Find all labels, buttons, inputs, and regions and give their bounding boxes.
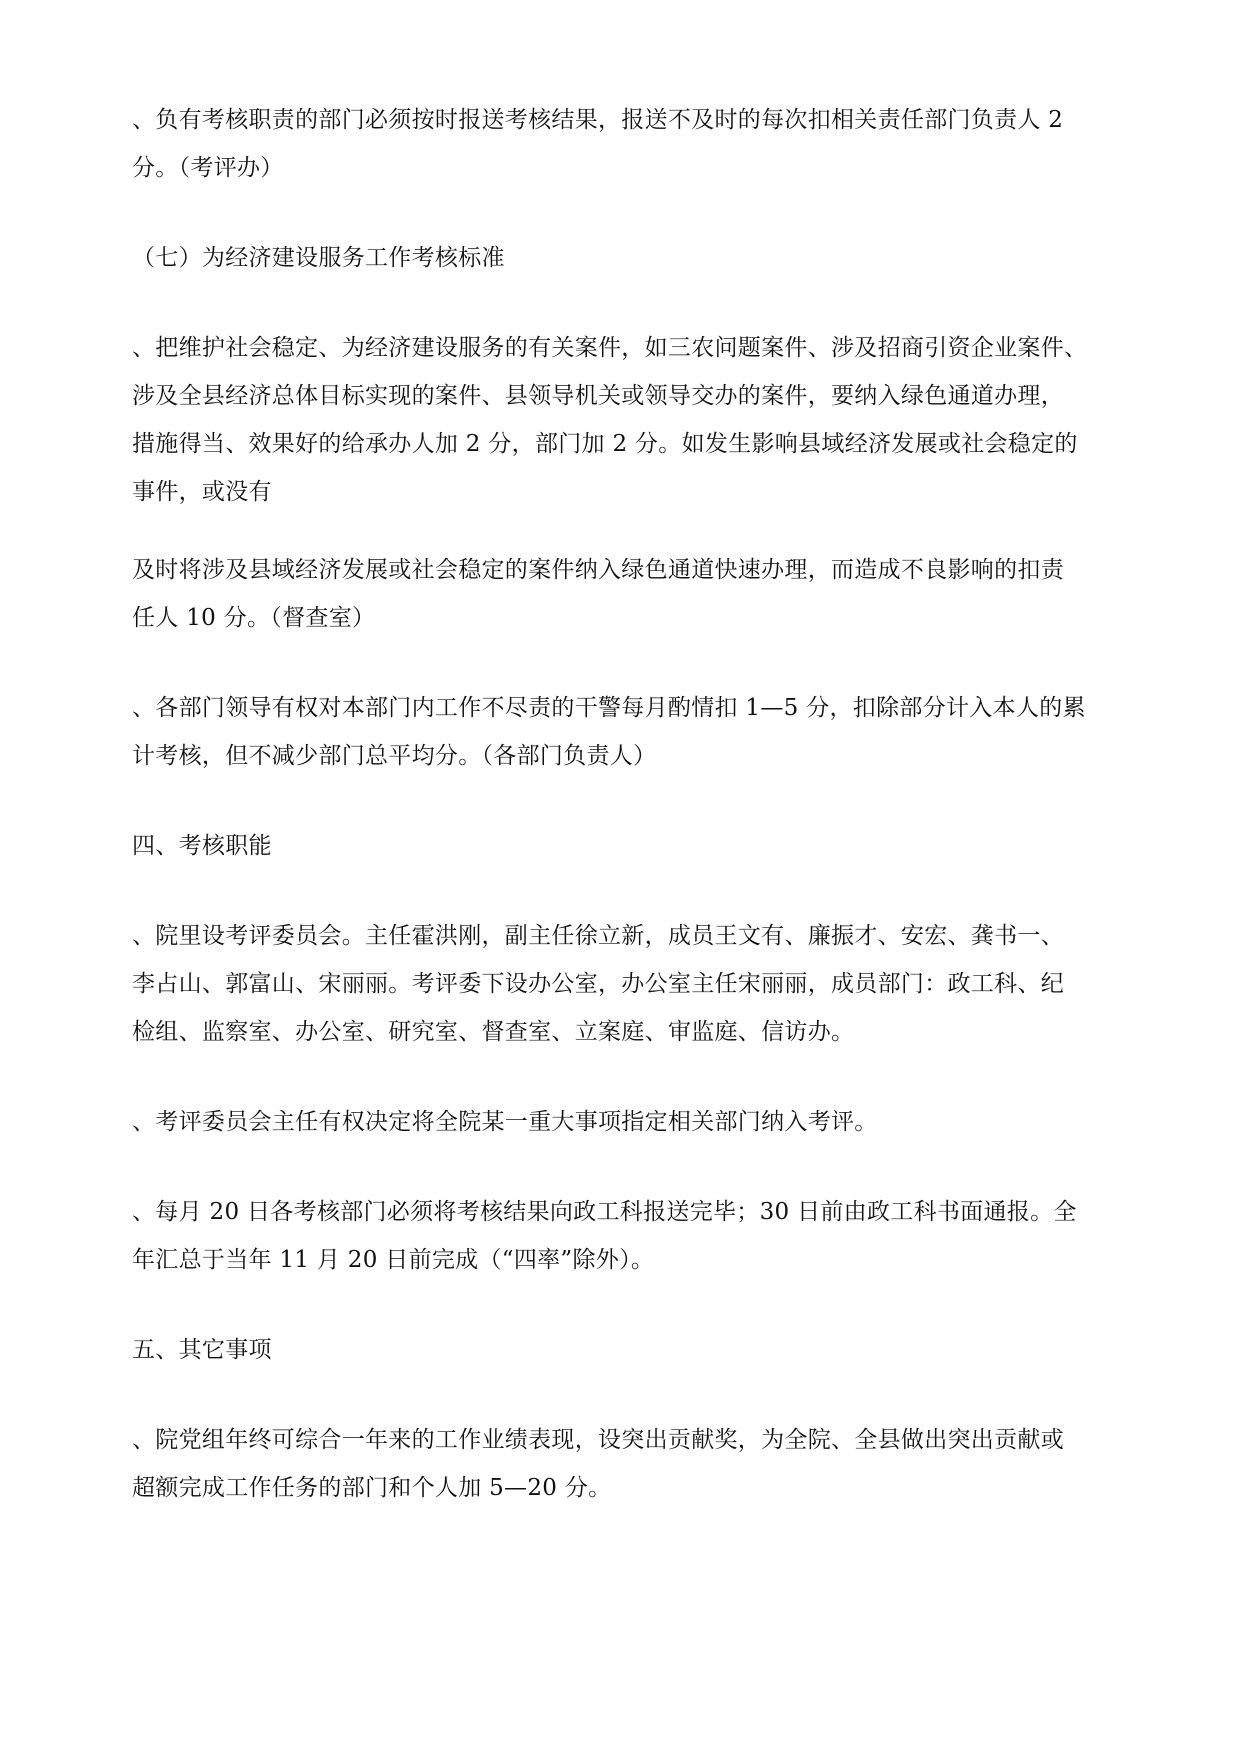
paragraph-department-leader [132,684,1122,780]
text-line: 检组、监察室、办公室、研究室、督查室、立案庭、审监庭、信访办。 [132,1019,855,1045]
text-line: 、各部门领导有权对本部门内工作不尽责的干警每月酌情扣 1—5 分，扣除部分计入本人的累 [132,695,1086,721]
section-heading-assessment-function [132,822,1122,870]
text-line: 、院里设考评委员会。主任霍洪刚，副主任徐立新，成员王文有、廉振才、安宏、龚书一、 [132,923,1064,949]
paragraph-report-deadline [132,96,1122,192]
text-line: 五、其它事项 [132,1337,272,1363]
text-line: 、把维护社会稳定、为经济建设服务的有关案件，如三农问题案件、涉及招商引资企业案件、 [132,335,1088,361]
text-line: 计考核，但不减少部门总平均分。（各部门负责人） [132,743,657,769]
text-line: 、院党组年终可综合一年来的工作业绩表现，设突出贡献奖，为全院、全县做出突出贡献或 [132,1427,1064,1453]
text-line: 超额完成工作任务的部门和个人加 5—20 分。 [132,1475,612,1501]
text-line: 任人 10 分。（督查室） [132,605,376,631]
paragraph-committee-authority [132,1098,1122,1146]
paragraph-contribution-award [132,1416,1122,1512]
text-line: 涉及全县经济总体目标实现的案件、县领导机关或领导交办的案件，要纳入绿色通道办理， [132,383,1064,409]
paragraph-penalty [132,546,1122,642]
text-line: 年汇总于当年 11 月 20 日前完成（“四率”除外）。 [132,1247,655,1273]
paragraph-monthly-report [132,1188,1122,1284]
text-line: 四、考核职能 [132,833,272,859]
text-line: 、考评委员会主任有权决定将全院某一重大事项指定相关部门纳入考评。 [132,1109,878,1135]
text-line: （七）为经济建设服务工作考核标准 [132,245,505,271]
paragraph-committee [132,912,1122,1056]
text-line: 措施得当、效果好的给承办人加 2 分，部门加 2 分。如发生影响县域经济发展或社会稳定的 [132,431,1078,457]
text-line: 、每月 20 日各考核部门必须将考核结果向政工科报送完毕；30 日前由政工科书面通报。全 [132,1199,1077,1225]
text-line: 李占山、郭富山、宋丽丽。考评委下设办公室，办公室主任宋丽丽，成员部门：政工科、纪 [132,971,1064,997]
section-heading-other-matters [132,1326,1122,1374]
paragraph-green-channel [132,324,1122,516]
text-line: 、负有考核职责的部门必须按时报送考核结果，报送不及时的每次扣相关责任部门负责人 2 [132,107,1064,133]
section-heading-economic-service [132,234,1122,282]
text-line: 及时将涉及县域经济发展或社会稳定的案件纳入绿色通道快速办理，而造成不良影响的扣责 [132,557,1064,583]
text-line: 事件，或没有 [132,479,272,505]
text-line: 分。（考评办） [132,155,284,181]
